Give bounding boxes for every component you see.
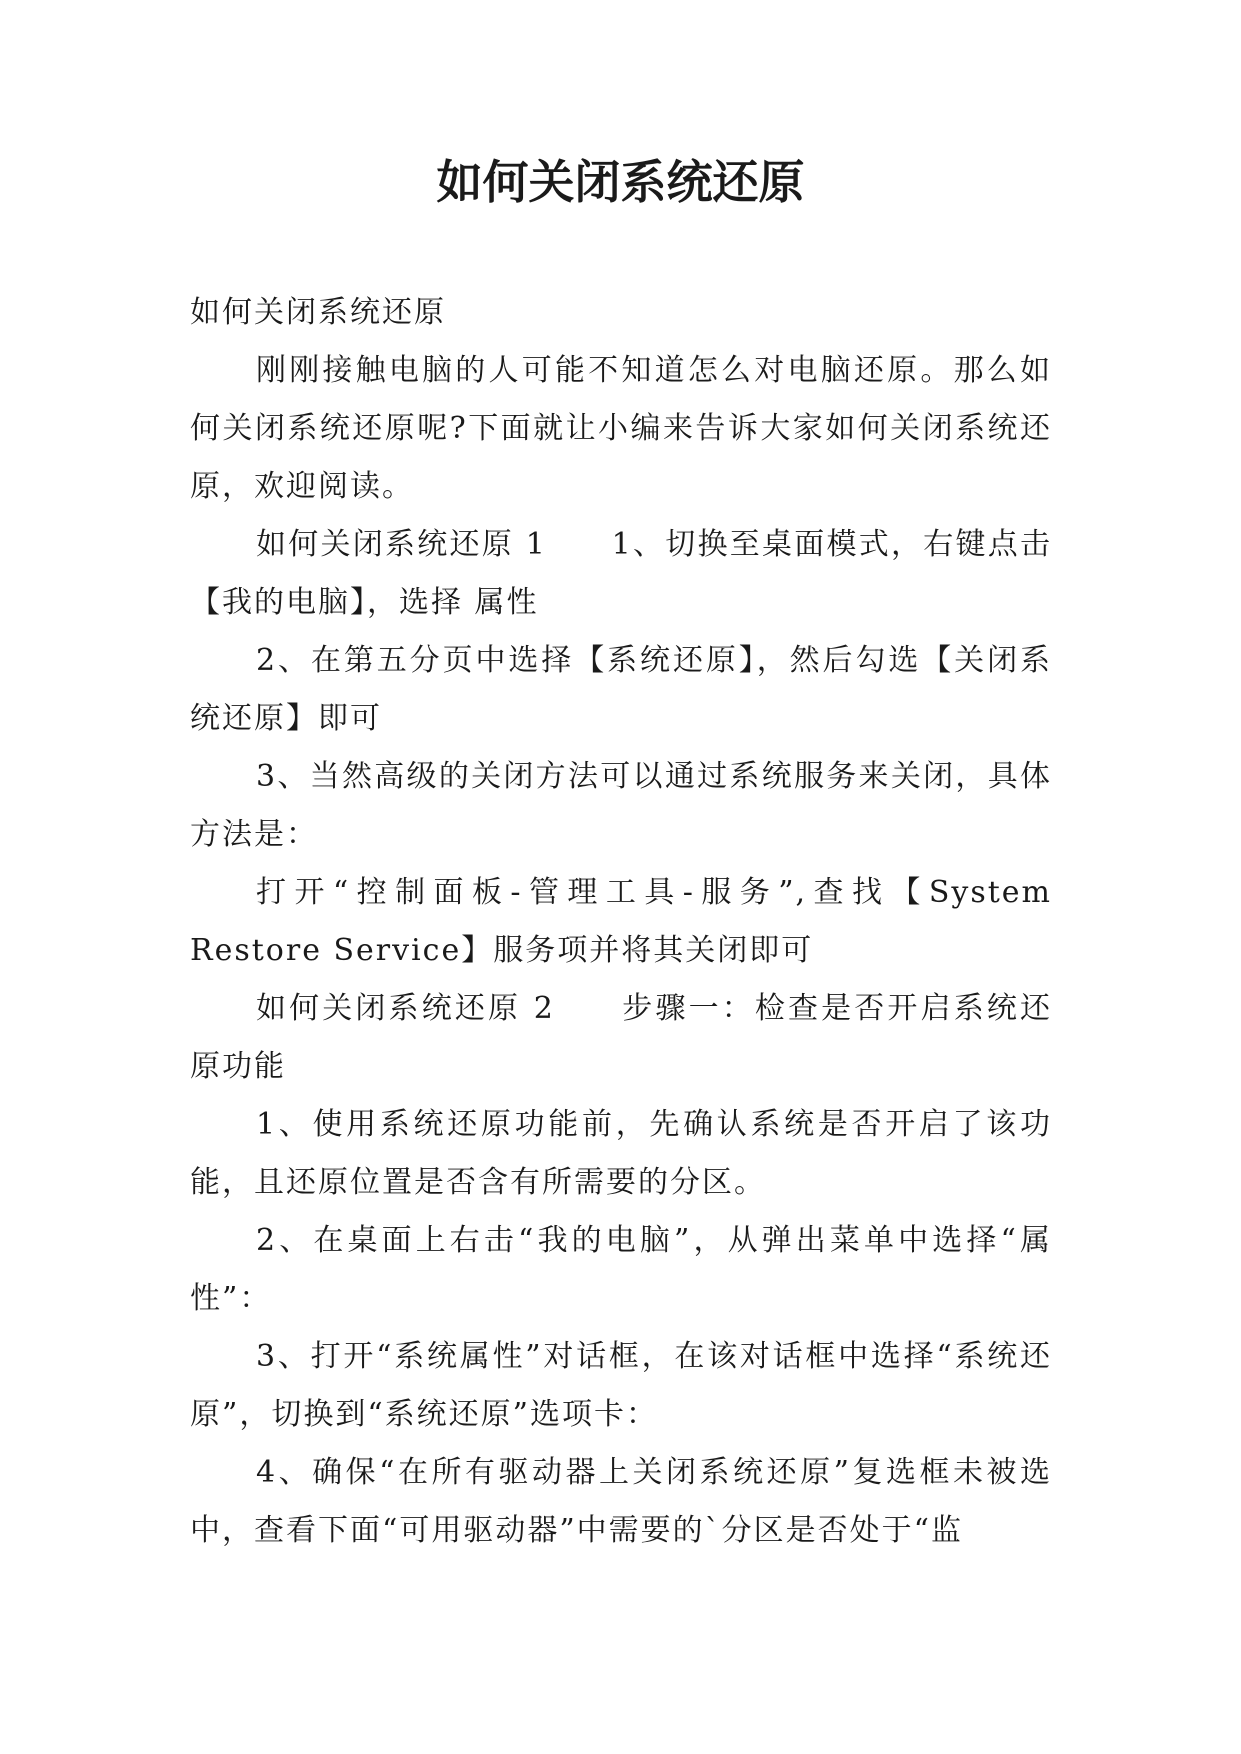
paragraph-intro: 刚刚接触电脑的人可能不知道怎么对电脑还原。那么如何关闭系统还原呢?下面就让小编来告诉大家如何关闭系统还原，欢迎阅读。 <box>190 353 1052 504</box>
paragraph-method-1-step-2: 2、在第五分页中选择【系统还原】，然后勾选【关闭系统还原】即可 <box>190 643 1052 736</box>
paragraph-method-2-step-3: 3、打开“系统属性”对话框，在该对话框中选择“系统还原”，切换到“系统还原”选项卡： <box>190 1339 1052 1432</box>
paragraph-method-2-step-4: 4、确保“在所有驱动器上关闭系统还原”复选框未被选中，查看下面“可用驱动器”中需要的`分区是否处于“监 <box>190 1455 1052 1548</box>
paragraph-method-2-step-1: 1、使用系统还原功能前，先确认系统是否开启了该功能，且还原位置是否含有所需要的分区。 <box>190 1107 1052 1200</box>
paragraph-method-1-step-1: 如何关闭系统还原 1 1、切换至桌面模式，右键点击【我的电脑】，选择 属性 <box>190 527 1052 620</box>
document-title: 如何关闭系统还原 <box>436 155 805 209</box>
paragraph-method-1-step-3: 3、当然高级的关闭方法可以通过系统服务来关闭，具体方法是： <box>190 759 1052 852</box>
paragraph-heading: 如何关闭系统还原 <box>190 295 446 330</box>
paragraph-method-1-service: 打开“控制面板-管理工具-服务”,查找【System Restore Service】服务项并将其关闭即可 <box>190 875 1052 968</box>
document-body <box>190 284 1052 1560</box>
paragraph-method-2-heading: 如何关闭系统还原 2 步骤一：检查是否开启系统还原功能 <box>190 991 1052 1084</box>
paragraph-method-2-step-2: 2、在桌面上右击“我的电脑”，从弹出菜单中选择“属性”： <box>190 1223 1052 1316</box>
